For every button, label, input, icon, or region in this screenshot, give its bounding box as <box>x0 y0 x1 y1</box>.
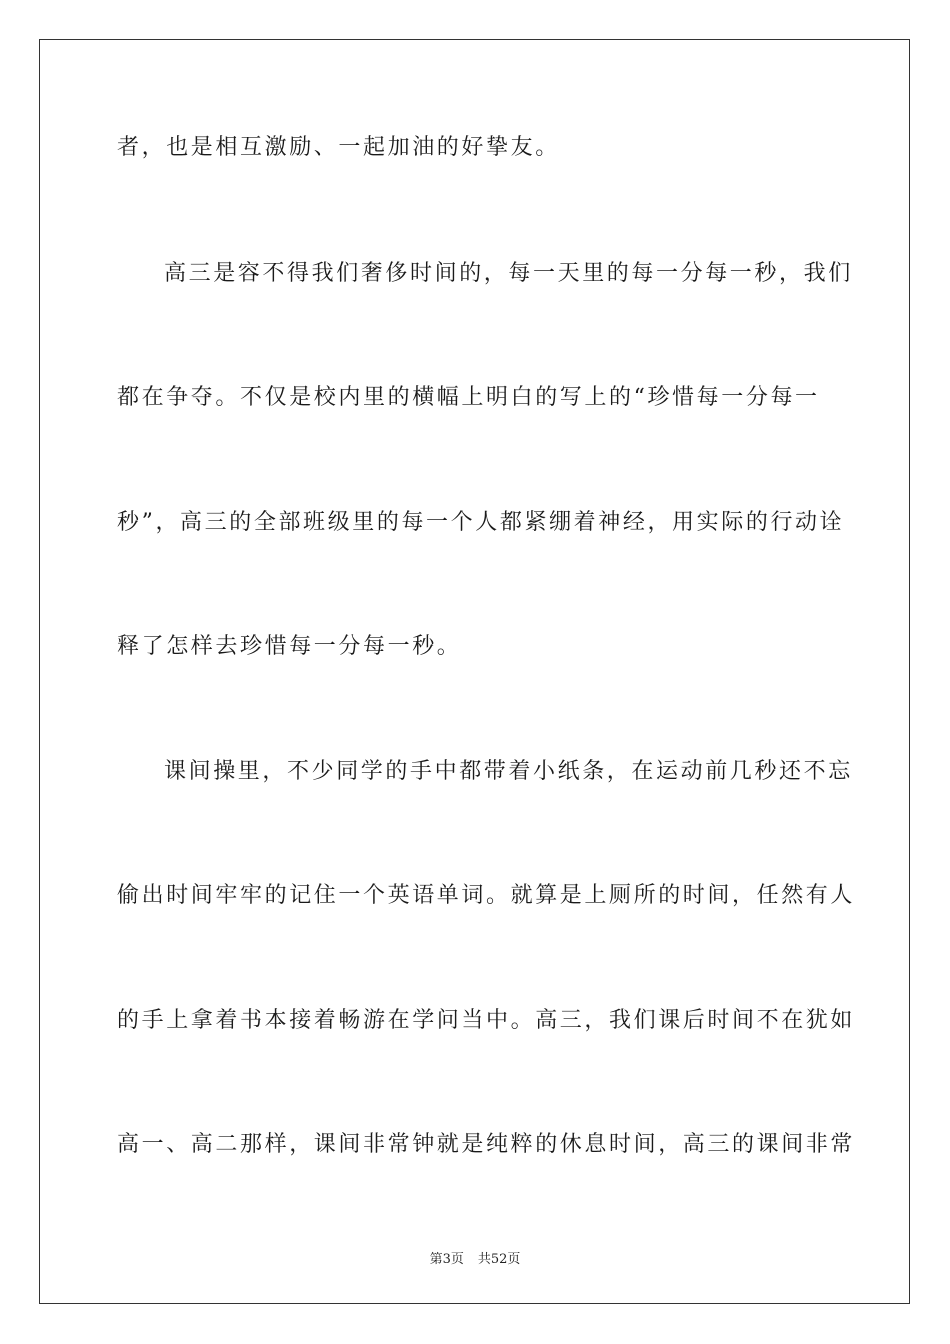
page-footer <box>0 1248 950 1267</box>
text-line: 高一、高二那样，课间非常钟就是纯粹的休息时间，高三的课间非常 <box>117 1132 856 1157</box>
page-number: 第3页 <box>429 1252 464 1267</box>
text-line: 的手上拿着书本接着畅游在学问当中。高三，我们课后时间不在犹如 <box>117 1008 856 1033</box>
text-line: 偷出时间牢牢的记住一个英语单词。就算是上厕所的时间，任然有人 <box>117 883 856 908</box>
page-frame <box>39 39 910 1304</box>
text-line: 者，也是相互激励、一起加油的好挚友。 <box>117 135 560 160</box>
text-line: 课间操里，不少同学的手中都带着小纸条，在运动前几秒还不忘 <box>164 759 853 784</box>
text-line: 秒”，高三的全部班级里的每一个人都紧绷着神经，用实际的行动诠 <box>117 510 845 535</box>
text-line: 都在争夺。不仅是校内里的横幅上明白的写上的“珍惜每一分每一 <box>117 385 820 410</box>
text-line: 释了怎样去珍惜每一分每一秒。 <box>117 634 462 659</box>
text-line: 高三是容不得我们奢侈时间的，每一天里的每一分每一秒，我们 <box>164 261 853 286</box>
page-total: 共52页 <box>477 1252 521 1267</box>
